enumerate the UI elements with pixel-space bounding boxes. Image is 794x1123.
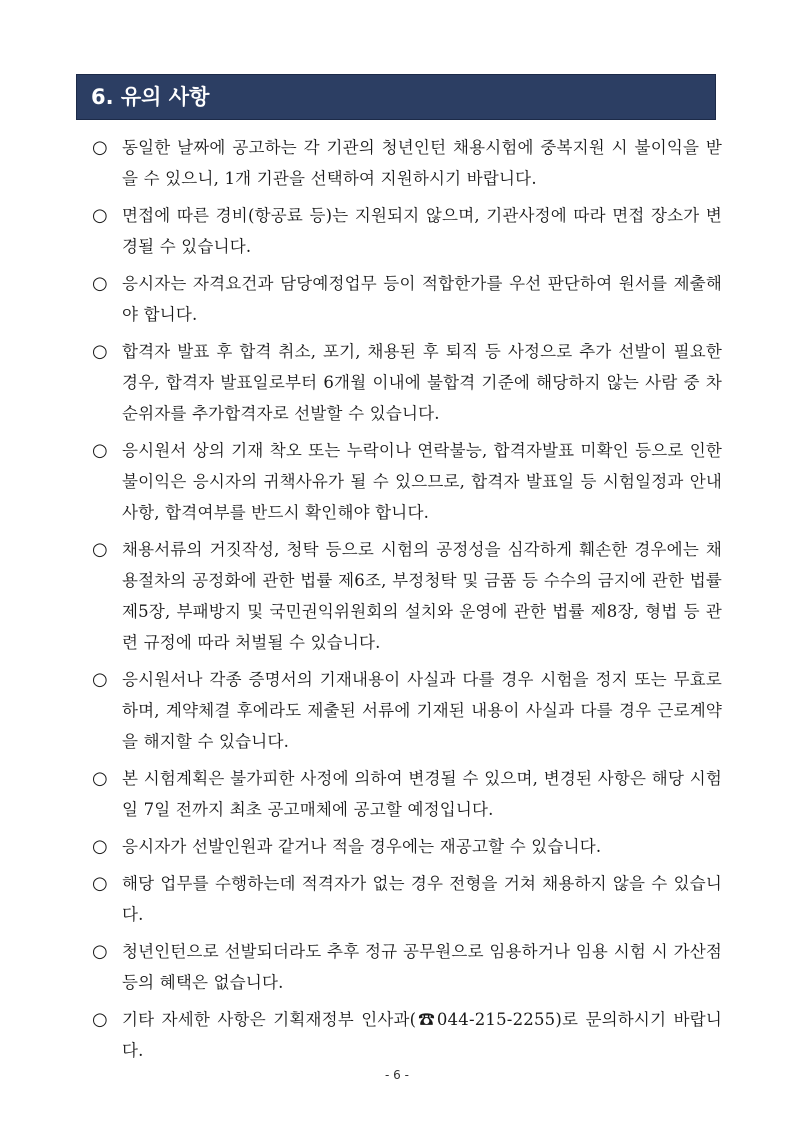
note-text: 청년인턴으로 선발되더라도 추후 정규 공무원으로 임용하거나 임용 시험 시 가산점 등의 혜택은 없습니다.	[122, 942, 722, 992]
note-text: 합격자 발표 후 합격 취소, 포기, 채용된 후 퇴직 등 사정으로 추가 선발이 필요한 경우, 합격자 발표일로부터 6개월 이내에 불합격 기준에 해당하지 않는 사람 중 차순위자를 추가합격자로 선발할 수 있습니다.	[122, 342, 722, 423]
circle-bullet-icon: ○	[92, 137, 108, 158]
note-text: 면접에 따른 경비(항공료 등)는 지원되지 않으며, 기관사정에 따라 면접 장소가 변경될 수 있습니다.	[122, 206, 722, 256]
list-item	[92, 1004, 722, 1066]
circle-bullet-icon: ○	[92, 873, 108, 894]
note-text: 응시자가 선발인원과 같거나 적을 경우에는 재공고할 수 있습니다.	[122, 837, 602, 856]
list-item	[92, 936, 722, 998]
circle-bullet-icon: ○	[92, 440, 108, 461]
notes-list	[92, 132, 722, 1072]
list-item	[92, 200, 722, 262]
circle-bullet-icon: ○	[92, 768, 108, 789]
circle-bullet-icon: ○	[92, 836, 108, 857]
circle-bullet-icon: ○	[92, 273, 108, 294]
note-text: 응시원서나 각종 증명서의 기재내용이 사실과 다를 경우 시험을 정지 또는 무효로 하며, 계약체결 후에라도 제출된 서류에 기재된 내용이 사실과 다를 경우 근로계약을 해지할 수 있습니다.	[122, 670, 722, 751]
list-item	[92, 336, 722, 429]
note-text: 본 시험계획은 불가피한 사정에 의하여 변경될 수 있으며, 변경된 사항은 해당 시험일 7일 전까지 최초 공고매체에 공고할 예정입니다.	[122, 769, 722, 819]
list-item	[92, 664, 722, 757]
note-text: 기타 자세한 사항은 기획재정부 인사과(☎044-215-2255)로 문의하시기 바랍니다.	[122, 1010, 722, 1060]
section-title: 6. 유의 사항	[76, 74, 716, 120]
note-text: 해당 업무를 수행하는데 적격자가 없는 경우 전형을 거쳐 채용하지 않을 수 있습니다.	[122, 874, 722, 924]
circle-bullet-icon: ○	[92, 941, 108, 962]
circle-bullet-icon: ○	[92, 341, 108, 362]
note-text: 응시원서 상의 기재 착오 또는 누락이나 연락불능, 합격자발표 미확인 등으로 인한 불이익은 응시자의 귀책사유가 될 수 있으므로, 합격자 발표일 등 시험일정과 안내사항, 합격여부를 반드시 확인해야 합니다.	[122, 441, 722, 522]
circle-bullet-icon: ○	[92, 205, 108, 226]
list-item	[92, 831, 722, 862]
note-text: 채용서류의 거짓작성, 청탁 등으로 시험의 공정성을 심각하게 훼손한 경우에는 채용절차의 공정화에 관한 법률 제6조, 부정청탁 및 금품 등 수수의 금지에 관한 법률 제5장, 부패방지 및 국민권익위원회의 설치와 운영에 관한 법률 제8장, 형법 등 관련 규정에 따라 처벌될 수 있습니다.	[122, 540, 722, 652]
list-item	[92, 763, 722, 825]
circle-bullet-icon: ○	[92, 1009, 108, 1030]
note-text: 응시자는 자격요건과 담당예정업무 등이 적합한가를 우선 판단하여 원서를 제출해야 합니다.	[122, 274, 722, 324]
list-item	[92, 132, 722, 194]
list-item	[92, 534, 722, 658]
circle-bullet-icon: ○	[92, 539, 108, 560]
list-item	[92, 868, 722, 930]
note-text: 동일한 날짜에 공고하는 각 기관의 청년인턴 채용시험에 중복지원 시 불이익을 받을 수 있으니, 1개 기관을 선택하여 지원하시기 바랍니다.	[122, 138, 722, 188]
page-number: - 6 -	[385, 1068, 409, 1082]
list-item	[92, 268, 722, 330]
list-item	[92, 435, 722, 528]
circle-bullet-icon: ○	[92, 669, 108, 690]
